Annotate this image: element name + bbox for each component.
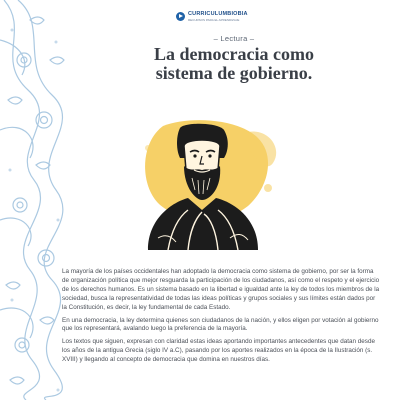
title-line-2: sistema de gobierno. [155,63,313,83]
section-kicker: – Lectura – [213,34,255,43]
logo-brand-name: CURRICULUMBIOBIA [188,11,248,17]
aristotle-bust-illustration [118,118,288,250]
brand-logo[interactable] [176,12,248,22]
logo-tagline: RECURSOS PARA EL APRENDIZAJE [188,17,240,22]
floral-ornament-border [0,0,68,400]
body-paragraph-3: Los textos que siguen, expresan con claridad estas ideas aportando importantes antecedentes que datan desde los años de la antigua Grecia (siglo IV a.C), pasando por los aportes realizados en la época de la Ilustración (s. XVIII) y llegando al concepto de democracia que domina en nuestros días. [62,338,375,364]
reading-body [62,268,380,369]
body-paragraph-1: La mayoría de los países occidentales han adoptado la democracia como sistema de gobierno, por ser la forma de organización política que mejor resguarda la participación de los ciudadanos, así como el respeto y el ejercicio de los derechos humanos. Es un sistema basado en la libertad e igualdad ante la ley de todos los miembros de la sociedad, busca la representatividad de todas las ideas políticas y grupos sociales y sus límites están dados por la Constitución, es decir, la ley fundamental de cada Estado. [62,268,380,311]
play-icon [176,12,185,21]
title-line-1: La democracia como [154,44,314,64]
page-title [68,45,400,83]
body-paragraph-2: En una democracia, la ley determina quienes son ciudadanos de la nación, y ellos eligen por votación al gobierno que los representará, avalando luego la preferencia de la mayoría. [62,316,379,333]
